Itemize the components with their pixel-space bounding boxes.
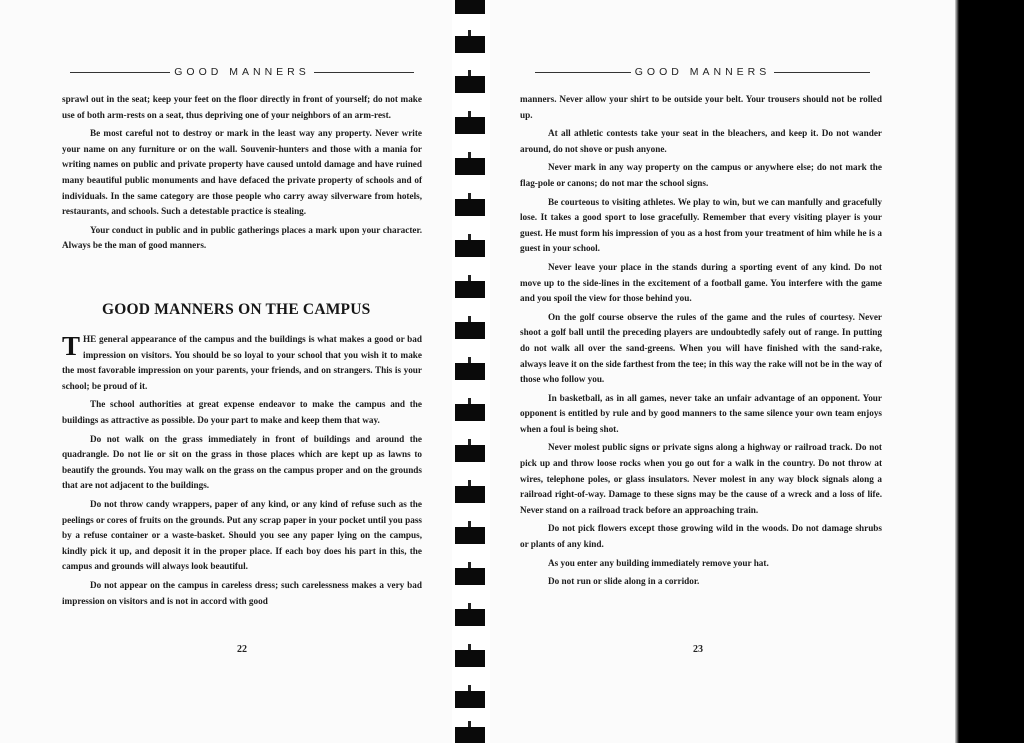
binding-ring: [455, 727, 485, 743]
header-title: GOOD MANNERS: [174, 66, 310, 78]
binding-ring: [455, 36, 485, 53]
binding-ring: [455, 609, 485, 626]
header-rule: [774, 72, 870, 73]
body-text-top: [62, 92, 422, 257]
binding-ring: [455, 568, 485, 585]
binding-ring: [455, 240, 485, 257]
paragraph: As you enter any building immediately remove your hat.: [548, 557, 769, 568]
paragraph: Never mark in any way property on the campus or anywhere else; do not mark the flag-pole or canons; do not mar the school signs.: [520, 162, 882, 188]
binding-ring: [455, 404, 485, 421]
paragraph: Be courteous to visiting athletes. We play to win, but we can manfully and gracefully lose. It takes a good sport to lose gracefully. Remember that every visiting player is your guest. He must form his impression of you as a host from your treatment of him while he is a guest in your school.: [520, 196, 882, 254]
binding-ring: [455, 322, 485, 339]
binding-ring: [455, 76, 485, 93]
paragraph: Do not pick flowers except those growing wild in the woods. Do not damage shrubs or plants of any kind.: [520, 523, 882, 550]
binding-ring: [455, 199, 485, 216]
header-rule: [535, 72, 631, 73]
paragraph: manners. Never allow your shirt to be outside your belt. Your trousers should not be rolled up.: [520, 94, 882, 120]
drop-cap: T: [62, 331, 81, 361]
paragraph: Never leave your place in the stands during a sporting event of any kind. Do not move up to the side-lines in the excitement of a football game. You interfere with the game and you spoil the view for those behind you.: [520, 261, 882, 304]
paragraph: Do not walk on the grass immediately in front of buildings and around the quadrangle. Do not lie or sit on the grass in those places which are kept up as lawns to beautify the grounds. You may walk on the grass on the campus proper and on the grounds that are not adjacent to the buildings.: [62, 433, 422, 491]
body-text-bottom: [62, 332, 422, 612]
paragraph: sprawl out in the seat; keep your feet on the floor directly in front of yourself; do not make use of both arm-rests on a seat, thus depriving one of your neighbors of an arm-rest.: [62, 94, 422, 120]
running-header: [62, 64, 422, 80]
paragraph-text: HE general appearance of the campus and the buildings is what makes a good or bad impression on visitors. You should be so loyal to your school that you wish it to make the most favorable impression on your parents, your friends, and on strangers. This is your school; be proud of it.: [62, 334, 422, 391]
paragraph: On the golf course observe the rules of the game and the rules of courtesy. Never shoot a golf ball until the preceding players are undoubtedly safely out of range. In putting do not walk all over the sand-greens. When you will have finished with the sand-rake, always leave it on the side farthest from the tee; in this way the rake will not be in the way of those who follow you.: [520, 311, 882, 385]
paragraph: The school authorities at great expense endeavor to make the campus and the buildings as attractive as possible. Do your part to make and keep them that way.: [62, 399, 422, 425]
spiral-binding: [452, 0, 490, 743]
binding-ring: [455, 281, 485, 298]
binding-ring: [455, 445, 485, 462]
header-rule: [70, 72, 170, 73]
scan-edge-shadow: [955, 0, 1024, 743]
binding-ring: [455, 650, 485, 667]
binding-ring: [455, 527, 485, 544]
paragraph: In basketball, as in all games, never take an unfair advantage of an opponent. Your opponent is entitled by rule and by good manners to the same silence your own team enjoys when a foul is being shot.: [520, 392, 882, 434]
page-number: 23: [693, 644, 703, 655]
paragraph: Never molest public signs or private signs along a highway or railroad track. Do not pick up and throw loose rocks when you go out for a walk in the country. Do not throw at wires, telephone poles, or glass insulators. Never molest in any way block signals along a railroad right-of-way. Damage to these signs may be the cause of a wreck and a loss of life. Never stand on a railroad track before an approaching train.: [520, 442, 882, 515]
paragraph: Do not run or slide along in a corridor.: [548, 576, 700, 587]
body-text: [520, 92, 882, 593]
page-number: 22: [237, 644, 247, 655]
left-page: [0, 0, 452, 743]
binding-ring: [455, 0, 485, 14]
binding-ring: [455, 363, 485, 380]
section-title: GOOD MANNERS ON THE CAMPUS: [102, 301, 371, 318]
binding-ring: [455, 691, 485, 708]
running-header: [520, 64, 885, 80]
paragraph-with-dropcap: [62, 332, 422, 394]
right-page: [490, 0, 955, 743]
header-title: GOOD MANNERS: [634, 66, 771, 78]
paragraph: Do not throw candy wrappers, paper of any kind, or any kind of refuse such as the peelings or cores of fruits on the grounds. Put any scrap paper in your pocket until you pass by a refuse container or a waste-basket. Should you see any paper lying on the campus, kindly pick it up, and deposit it in the proper place. If each boy does his part in this, the campus and grounds will always look beautiful.: [62, 498, 422, 572]
paragraph: At all athletic contests take your seat in the bleachers, and keep it. Do not wander around, do not shove or push anyone.: [520, 128, 882, 154]
binding-ring: [455, 117, 485, 134]
header-rule: [314, 72, 414, 73]
paragraph: Be most careful not to destroy or mark in the least way any property. Never write your name on any furniture or on the wall. Souvenir-hunters and those with a mania for writing names on public and private property have caused untold damage and have ruined many beautiful public monuments and have defaced the private property of schools and of individuals. In the same category are those people who carry away silverware from hotels, restaurants, and schools. Such a detestable practice is stealing.: [62, 128, 422, 217]
paragraph: Your conduct in public and in public gatherings places a mark upon your character. Always be the man of good manners.: [62, 224, 422, 251]
binding-ring: [455, 158, 485, 175]
binding-ring: [455, 486, 485, 503]
paragraph: Do not appear on the campus in careless dress; such carelessness makes a very bad impression on visitors and is not in accord with good: [62, 579, 422, 606]
